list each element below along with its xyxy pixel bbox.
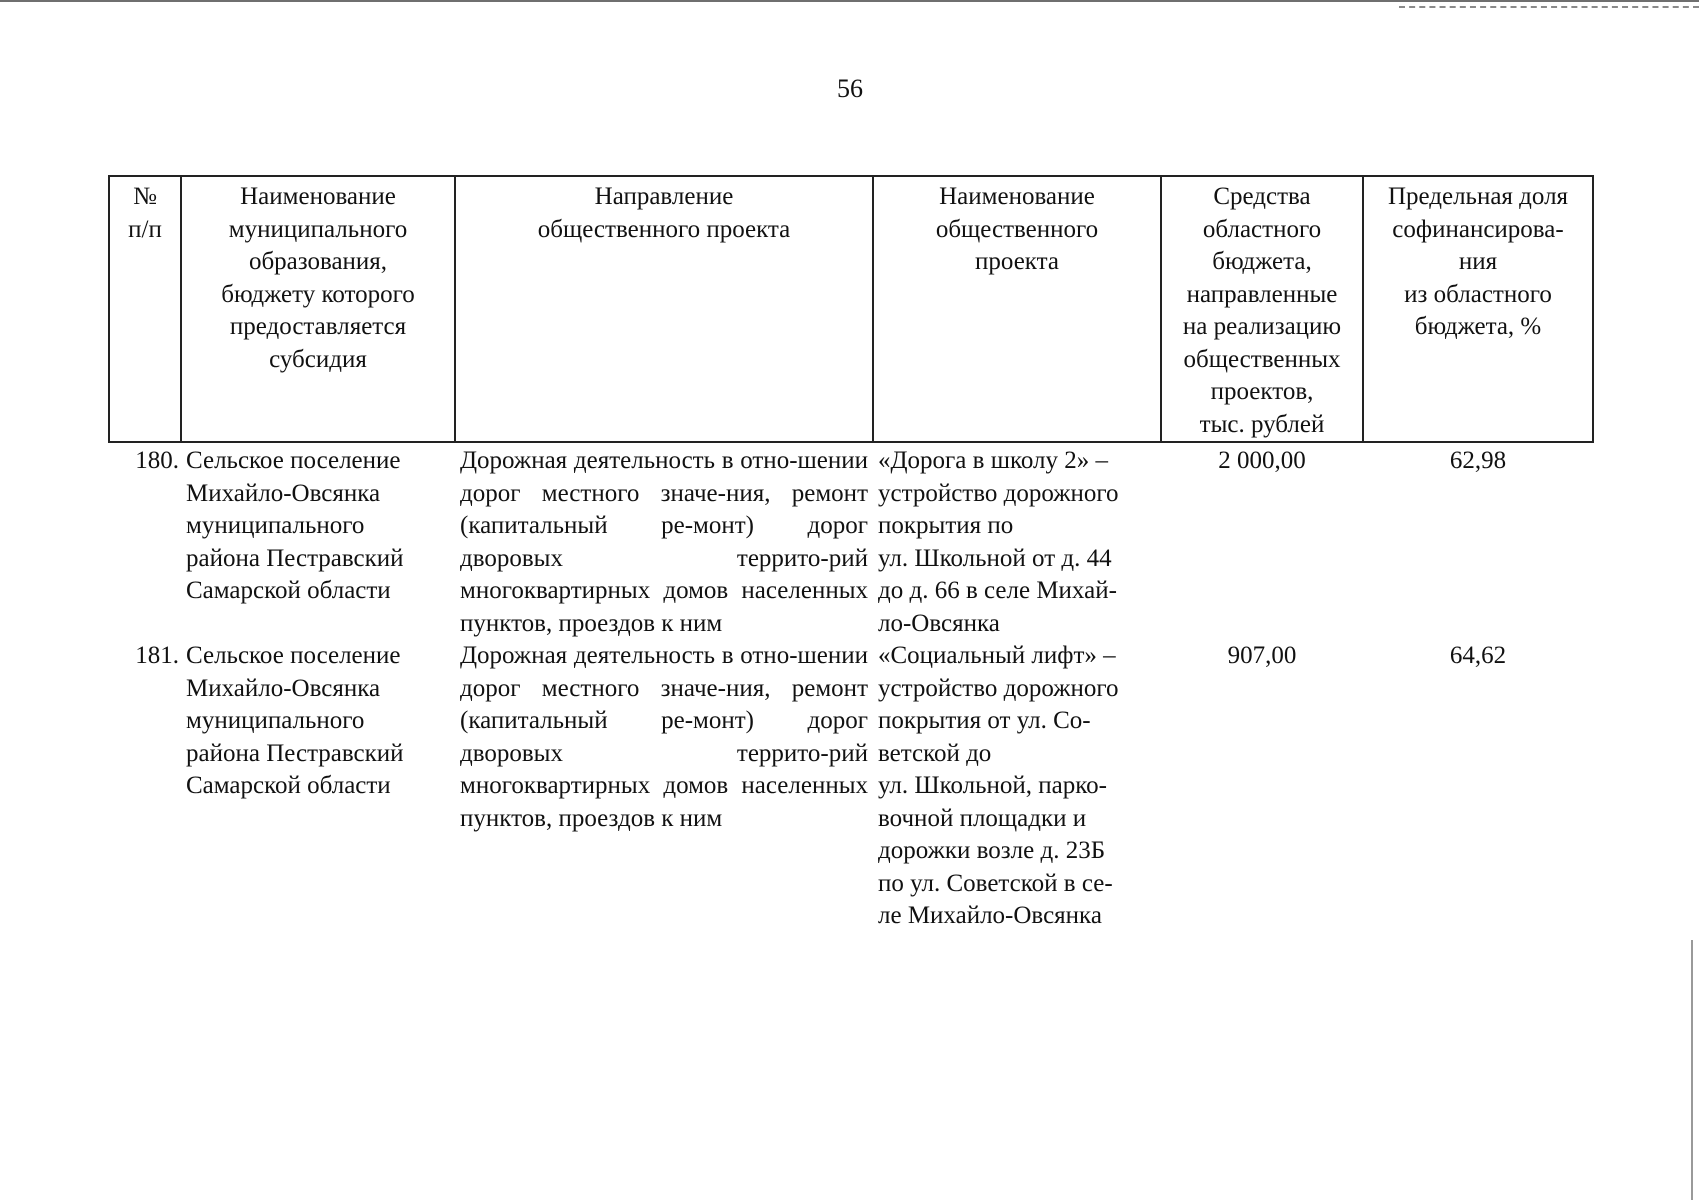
direction-cell: Дорожная деятельность в отно-шении дорог местного значе-ния, ремонт (капитальный ре-монт) дорог дворовых террито-рий многоквартирных домов населенных пунктов, проездов к ним [460, 447, 868, 637]
page-number: 56 [837, 74, 863, 103]
header-regional-funds: Средства областного бюджета, направленные на реализацию общественных проектов, тыс. рублей [1161, 176, 1363, 442]
top-edge-dash [1399, 6, 1699, 8]
funds-cell: 907,00 [1227, 642, 1297, 669]
header-project-direction: Направление общественного проекта [455, 176, 873, 442]
project-name-cell: «Социальный лифт» – устройство дорожного покрытия от ул. Со- ветской до ул. Школьной, парко- вочной площадки и дорожки возле д. 23Б по ул. Советской в се- ле Михайло-Овсянка [878, 642, 1119, 929]
subsidy-table [108, 175, 1594, 933]
row-number: 180. [135, 447, 179, 474]
header-cofinancing-share: Предельная доля софинансирова- ния из областного бюджета, % [1363, 176, 1593, 442]
header-number: № п/п [109, 176, 181, 442]
header-project-name: Наименование общественного проекта [873, 176, 1161, 442]
table-header-row [109, 176, 1593, 442]
share-cell: 64,62 [1449, 642, 1507, 669]
header-municipality: Наименование муниципального образования, бюджету которого предоставляется субсидия [181, 176, 455, 442]
share-cell: 62,98 [1449, 447, 1507, 474]
municipality-cell: Сельское поселение Михайло-Овсянка муниципального района Пестравский Самарской области [186, 642, 404, 799]
top-edge-line [0, 0, 1699, 2]
municipality-cell: Сельское поселение Михайло-Овсянка муниципального района Пестравский Самарской области [186, 447, 404, 604]
table-row [109, 442, 1593, 640]
row-number: 181. [135, 642, 179, 669]
funds-cell: 2 000,00 [1218, 447, 1306, 474]
direction-cell: Дорожная деятельность в отно-шении дорог местного значе-ния, ремонт (капитальный ре-монт) дорог дворовых террито-рий многоквартирных домов населенных пунктов, проездов к ним [460, 642, 868, 832]
right-edge-line [1691, 940, 1693, 1200]
table-row [109, 640, 1593, 933]
project-name-cell: «Дорога в школу 2» – устройство дорожного покрытия по ул. Школьной от д. 44 до д. 66 в селе Михай- ло-Овсянка [878, 447, 1119, 637]
